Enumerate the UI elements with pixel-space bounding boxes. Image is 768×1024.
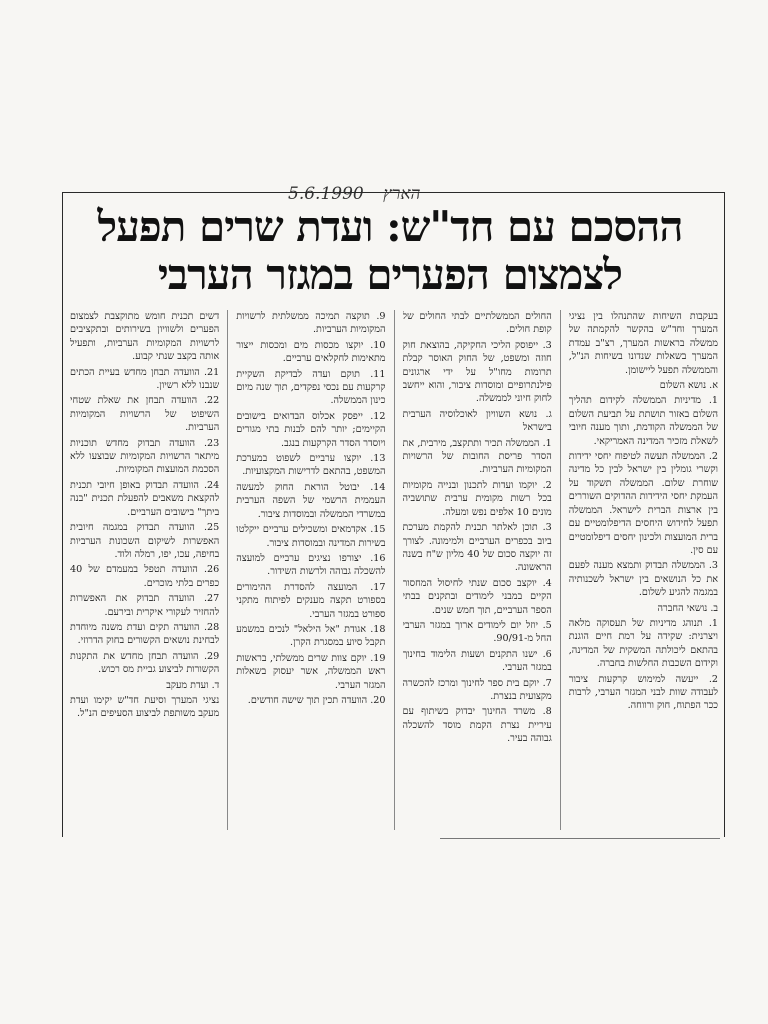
paragraph: 22. הוועדה תבחן את שאלת שטחי השיפוט של הרשויות המקומיות הערביות. xyxy=(70,395,220,434)
paragraph: 10. יוקצו מכסות מים ומכסות ייצור מתאימות לחקלאים ערביים. xyxy=(236,339,386,365)
annotation-source: הארץ xyxy=(383,184,421,204)
paragraph: 5. יוזל יום לימודים ארוך במגזר הערבי החל מ-90/91. xyxy=(402,619,552,645)
paragraph: 17. המועצה להסדרת ההימורים בספורט תקצה מענקים לפיתוח מתקני ספורט במגזר הערבי. xyxy=(236,581,386,620)
article-column-2 xyxy=(403,310,552,830)
paragraph: 3. תוכן לאלתר תכנית להקמת מערכת ביוב בכפרים הערביים ולמימונה. לצורך זה יוקצה סכום של 40 מליון ש"ח בשנה הראשונה. xyxy=(402,522,552,574)
article-column-3 xyxy=(236,310,385,830)
paragraph: 2. הממשלה תעשה לטיפוח יחסי ידידות וקשרי גומלין בין ישראל לבין כל מדינה שוחרת שלום. הממשלה תשקוד על העמקת יחסי הידידות ההדוקים השוררים בין ארצות הברית לישראל. הממשלה תפעל לחידוש היחסים הדיפלומטיים עם ברית המועצות ולכינון יחסים דיפלומטיים עם סין. xyxy=(568,451,718,556)
annotation-date: 5.6.1990 xyxy=(288,184,364,204)
paragraph: ג. נושא השוויון לאוכלוסיה הערבית בישראל xyxy=(402,408,552,434)
paragraph: החולים הממשלתיים לבתי החולים של קופת חולים. xyxy=(402,311,552,336)
paragraph: 20. הוועדה תכין תוך שישה חודשים. xyxy=(247,694,386,706)
paragraph: בעקבות השיחות שהתנהלו בין נציגי המערך וחד"ש בהקשר להקמתה של ממשלה בראשות המערך, רצ"ב עמדת המערך בשאלות שנדונו בשיחות הנ"ל, והממשלה תפעל ליישומן. xyxy=(568,311,718,376)
paragraph: 21. הוועדה תבחן מחדש בעיית הכתים שנבנו ללא רשיון. xyxy=(70,366,220,392)
paragraph: 28. הוועדה תקים ועדת משנה מיוחדת לבחינת נושאים הקשורים בחוק הדרוזי. xyxy=(70,621,220,647)
paragraph: 2. ייעשה למימוש קרקעות ציבור לעבודה שוות לבני המגזר הערבי, לרבות ככר הפתוח, חוק ורווחה. xyxy=(568,673,718,712)
paragraph: דשים תכנית חומש מתוקצבת לצמצום הפערים ולשוויון בשירותים ובתקציבים לרשויות המקומיות הערביות, ותפעיל אותה בקצב שנתי קבוע. xyxy=(70,311,220,363)
paragraph: 13. יוקצו ערביים לשפוט במערכת המשפט, בהתאם לדרישות המקצועיות. xyxy=(236,453,386,478)
paragraph: 14. יבוטל הוראת החוק למעשה העממית הרשמי של השפה הערבית במשרדי הממשלה ובמוסדות ציבור. xyxy=(236,481,386,520)
paragraph: 9. תוקצה תמיכה ממשלתית לרשויות המקומיות הערביות. xyxy=(236,311,386,336)
paragraph: ד. ועדת מעקב xyxy=(166,679,220,691)
headline-line-1: ההסכם עם חד"ש: ועדת שרים תפעל xyxy=(97,202,683,251)
paragraph: 11. תוקם ועדה לבדיקת השקיית קרקעות עם נכסי נפקדים, תוך שנה מיום כינון הממשלה. xyxy=(236,368,386,407)
paragraph: 1. תנוהג מדיניות של תעסוקה מלאה ויצרנית: שקידה על רמת חיים הוגנת בהתאם ליכולתה המשקית של המדינה, וקידום השכבות החלשות בחברה. xyxy=(568,617,718,670)
paragraph: 8. משרד החינוך יבדוק בשיתוף עם עיריית נצרת הקמת מוסד להשכלה גבוהה בעיר. xyxy=(402,706,552,745)
paragraph: 3. ייפוסק הליכי החקיקה, בהוצאת חוק חוזה ומשפט, של החוק האוסר קבלת תרומות מחו"ל על ידי ארגונים פילנתרופיים ומוסדות ציבור, והוא ייחשב לחוק חיוני לממשלה. xyxy=(402,339,552,405)
clipping-border-top xyxy=(62,192,724,193)
headline-line-2: לצמצום הפערים במגזר הערבי xyxy=(157,250,623,299)
paragraph: 7. יוקם בית ספר לחינוך ומרכז להכשרה מקצועית בנצרת. xyxy=(402,677,552,702)
paragraph: 16. יצורפו נציגים ערביים למועצה להשכלה גבוהה ולרשות השידור. xyxy=(236,552,386,578)
paragraph: 12. ייפסק אכלוס הבדואים בישובים הקיימים; יותר להם לבנות בתי מגורים ויוסדר הסדר הקרקעות בנגב. xyxy=(236,410,386,449)
paragraph: 29. הוועדה תבחן מחדש את התקנות הקשורות לביצוע גביית מס רכוש. xyxy=(70,650,220,676)
column-divider xyxy=(394,310,395,830)
column-divider xyxy=(560,310,561,830)
paragraph: א. נושא השלום xyxy=(659,380,718,392)
clipping-border-right xyxy=(724,192,725,837)
paragraph: 4. יוקצב סכום שנתי לחיסול המחסור הקיים במבני לימודים ובתקנים בבתי הספר הערביים, תוך חמש שנים. xyxy=(402,577,552,616)
paragraph: 1. הממשלה תכיר ותתקצב, מירבית, את הסדר פריסת החובות של הרשויות המקומיות הערביות. xyxy=(402,437,552,476)
article-column-4 xyxy=(70,310,219,830)
paragraph: 1. מדיניות הממשלה לקידום תהליך השלום באזור תושתת על תביעת השלום של הממשלה הקודמת, ותוך מענה חיובי לשאלת מזכיר המדינה האמריקאי. xyxy=(568,395,718,447)
paragraph: 19. יוקם צוות שרים ממשלתי, בראשות ראש הממשלה, אשר יעסוק בשאלות המגזר הערבי. xyxy=(236,652,386,691)
paragraph: ב. נושאי החברה xyxy=(657,602,718,614)
paragraph: 24. הוועדה תבדוק באופן חיובי תכנית להקצאת משאבים להפעלת תכנית "בנה ביתך" בישובים הערביים. xyxy=(70,479,220,518)
article-column-1 xyxy=(569,310,718,830)
paragraph: 15. אקדמאים ומשכילים ערביים ייקלטו בשירות המדינה ובמוסדות ציבור. xyxy=(236,524,386,549)
paragraph: 18. אגודת "אל הילאל" לנכים במשמע תקבל סיוע במסגרת הקרן. xyxy=(236,623,386,649)
bottom-rule xyxy=(440,838,720,839)
paragraph: 25. הוועדה תבדוק במגמה חיובית האפשרות לשיקום השכונות הערביות בחיפה, עכו, יפו, רמלה ולוד. xyxy=(70,522,220,560)
article-body xyxy=(70,310,718,830)
paragraph: 27. הוועדה תבדוק את האפשרות להחזיר לעקורי איקרית ובירעם. xyxy=(70,593,220,618)
clipping-border-left xyxy=(62,192,63,837)
paragraph: נציגי המערך וסיעת חד"ש יקימו ועדת מעקב משותפת לביצוע הסעיפים הנ"ל. xyxy=(70,694,220,720)
paragraph: 3. הממשלה תבדוק ותמצא מענה לפעם את כל הנושאים בין ישראל לשכנותיה במגמה להגיע לשלום. xyxy=(568,560,718,599)
paragraph: 26. הוועדה תטפל במעמדם של 40 כפרים בלתי מוכרים. xyxy=(70,564,220,589)
column-divider xyxy=(227,310,228,830)
paragraph: 6. ישנו התקנים ושעות הלימוד בחינוך במגזר הערבי. xyxy=(402,648,552,674)
paragraph: 23. הוועדה תבדוק מחדש תוכניות מיתאר הרשויות המקומיות שבוצעו ללא הסכמת המועצות המקומיות. xyxy=(70,437,220,476)
paragraph: 2. יוקמו ועדות לתכנון ובנייה מקומיות בכל רשות מקומית ערבית שתושביה מונים 10 אלפים נפש ומעלה. xyxy=(402,479,552,518)
